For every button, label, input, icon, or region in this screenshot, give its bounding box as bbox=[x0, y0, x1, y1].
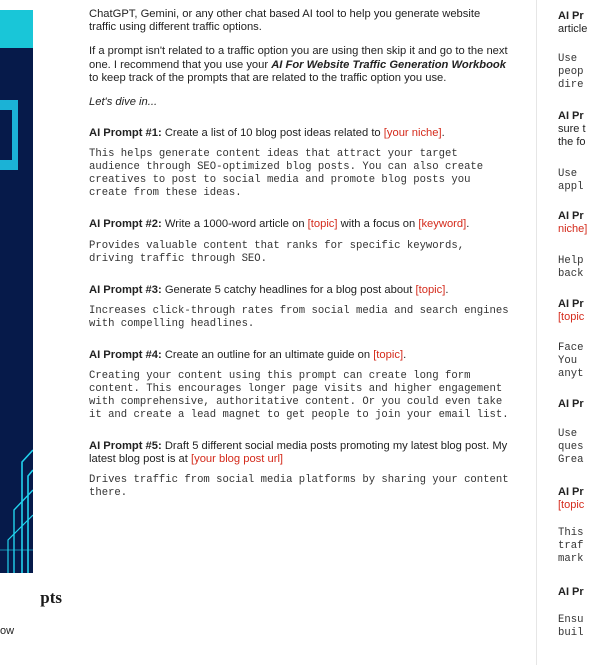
prompt-item bbox=[89, 284, 509, 331]
next-page-description: Help back bbox=[558, 255, 584, 280]
next-page bbox=[536, 0, 592, 665]
next-page-description: Face You anyt bbox=[558, 342, 584, 380]
next-page-text: the fo bbox=[558, 136, 586, 148]
next-page-block bbox=[558, 168, 592, 194]
next-page-placeholder: niche] bbox=[558, 223, 588, 235]
prompt-description: Increases click-through rates from social media and search engines with compelling headlines. bbox=[89, 304, 509, 330]
prompt-item bbox=[89, 440, 509, 500]
prompt-text: Generate 5 catchy headlines for a blog post about bbox=[161, 283, 416, 296]
next-page-placeholder: [topic bbox=[558, 499, 585, 511]
prompt-description: Provides valuable content that ranks for specific keywords, driving traffic through SEO. bbox=[89, 239, 465, 265]
cover-title: pts bbox=[40, 588, 62, 607]
prompt-text: with a focus on bbox=[337, 218, 419, 231]
next-page-block bbox=[558, 398, 592, 411]
page-column bbox=[89, 8, 509, 500]
next-page-heading: AI Pr bbox=[558, 586, 584, 598]
next-page-block bbox=[558, 614, 592, 640]
prompt-label: AI Prompt #4: bbox=[89, 348, 162, 361]
next-page-text: article bbox=[558, 23, 588, 35]
prompt-text: Create a list of 10 blog post ideas related to bbox=[161, 127, 384, 140]
prompt-placeholder: [topic] bbox=[415, 283, 446, 296]
next-page-block bbox=[558, 342, 592, 381]
prompt-text: . bbox=[466, 218, 470, 231]
prompt-heading bbox=[89, 284, 509, 297]
next-page-block bbox=[558, 210, 592, 236]
prompt-label: AI Prompt #2: bbox=[89, 218, 162, 231]
prompt-text: . bbox=[403, 348, 407, 361]
lead-in: Let's dive in... bbox=[89, 96, 158, 109]
next-page-heading: AI Pr bbox=[558, 210, 584, 222]
intro-paragraph-2 bbox=[89, 45, 509, 85]
next-page-heading: AI Pr bbox=[558, 10, 584, 22]
workbook-title: AI For Website Traffic Generation Workbook bbox=[271, 58, 506, 71]
next-page-block bbox=[558, 10, 592, 36]
cover-artwork bbox=[0, 10, 33, 573]
next-page-block bbox=[558, 527, 592, 566]
prompt-item bbox=[89, 127, 509, 200]
next-page-description: Use peop dire bbox=[558, 53, 584, 91]
prompt-heading bbox=[89, 349, 509, 362]
prompt-text: Create an outline for an ultimate guide on bbox=[161, 348, 374, 361]
next-page-description: This traf mark bbox=[558, 527, 584, 565]
next-page-heading: AI Pr bbox=[558, 398, 584, 410]
prompt-label: AI Prompt #3: bbox=[89, 283, 162, 296]
next-page-block bbox=[558, 486, 592, 512]
prompt-label: AI Prompt #5: bbox=[89, 440, 162, 453]
prompt-placeholder: [topic] bbox=[373, 348, 404, 361]
prompt-description: This helps generate content ideas that attract your target audience through SEO-optimized blog posts. You can also create creatives to post to social media and promote blog posts you create from these ideas. bbox=[89, 148, 484, 200]
prompt-placeholder: [keyword] bbox=[418, 218, 467, 231]
prompt-heading bbox=[89, 127, 509, 140]
next-page-description: Ensu buil bbox=[558, 614, 584, 639]
prompt-placeholder: [topic] bbox=[307, 218, 338, 231]
prompt-text: . bbox=[445, 283, 449, 296]
next-page-block bbox=[558, 110, 592, 149]
intro bbox=[89, 8, 509, 109]
book-cover bbox=[0, 0, 64, 665]
cover-subtitle: ow bbox=[0, 625, 15, 637]
next-page-block bbox=[558, 298, 592, 324]
next-page-description: Use appl bbox=[558, 168, 584, 193]
next-page-block bbox=[558, 53, 592, 92]
next-page-description: Use ques Grea bbox=[558, 428, 584, 466]
prompt-description: Creating your content using this prompt can create long form content. This encourages longer page visits and higher engagement with comprehensive, authoritative content. Or you could even take it and create a lead magnet to get people to join your email list. bbox=[89, 370, 509, 422]
prompt-label: AI Prompt #1: bbox=[89, 127, 162, 140]
prompt-item bbox=[89, 218, 509, 265]
next-page-placeholder: [topic bbox=[558, 311, 585, 323]
document-page bbox=[63, 0, 535, 665]
next-page-heading: AI Pr bbox=[558, 298, 584, 310]
prompt-text: Write a 1000-word article on bbox=[161, 218, 308, 231]
prompt-heading bbox=[89, 440, 509, 466]
prompt-item bbox=[89, 349, 509, 422]
prompt-text: . bbox=[441, 127, 445, 140]
next-page-block bbox=[558, 586, 592, 599]
prompt-heading bbox=[89, 218, 509, 231]
next-page-block bbox=[558, 255, 592, 281]
intro-paragraph-1: ChatGPT, Gemini, or any other chat based AI tool to help you generate website traffic using different traffic options. bbox=[89, 8, 481, 34]
intro-text: If a prompt isn't related to a traffic option you are using then skip it and go to the next one. I recommend that you use your bbox=[89, 45, 508, 71]
prompt-description: Drives traffic from social media platforms by sharing your content there. bbox=[89, 474, 509, 500]
next-page-heading: AI Pr bbox=[558, 110, 584, 122]
next-page-heading: AI Pr bbox=[558, 486, 584, 498]
prompt-text: Draft 5 different social media posts promoting my latest blog post. My latest blog post is at bbox=[89, 440, 508, 466]
next-page-text: sure t bbox=[558, 123, 586, 135]
intro-text: to keep track of the prompts that are related to the traffic option you use. bbox=[89, 71, 447, 84]
prompt-placeholder: [your blog post url] bbox=[191, 453, 284, 466]
cover-graphic bbox=[0, 10, 33, 573]
next-page-block bbox=[558, 428, 592, 467]
prompt-placeholder: [your niche] bbox=[383, 127, 442, 140]
